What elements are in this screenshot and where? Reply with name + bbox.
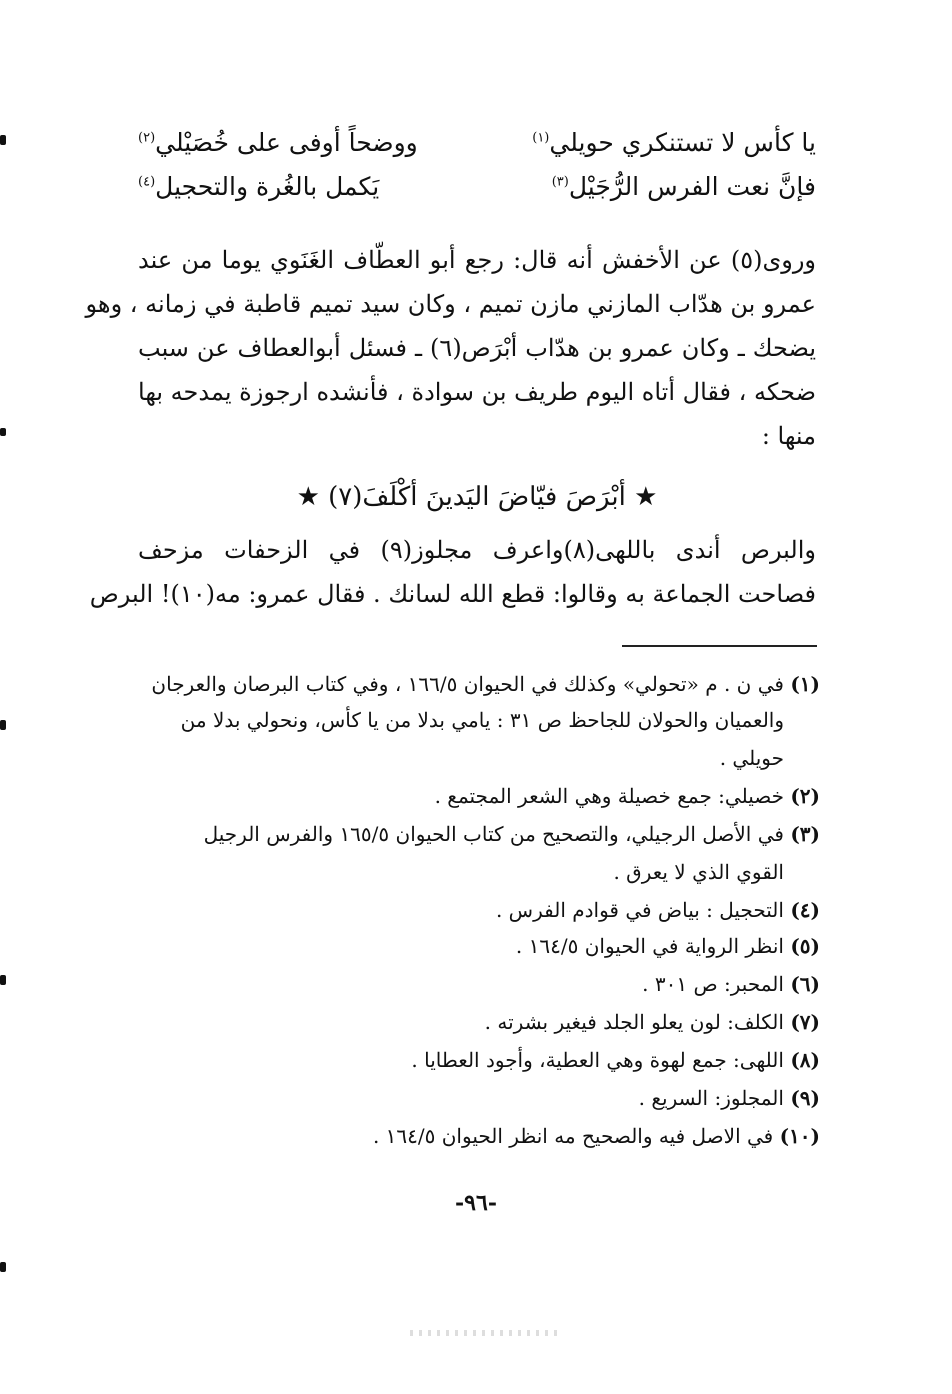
footnote-number: (١) (790, 672, 820, 696)
footnote (138, 1048, 820, 1072)
footnote-text: حويلي . (719, 746, 784, 770)
poem-line-2 (138, 172, 816, 201)
paragraph-line: يضحك ـ وكان عمرو بن هدّاب أبْرَص(٦) ـ فسئل أبوالعطاف عن سبب (138, 334, 817, 362)
footnote (138, 898, 820, 922)
footnote-number: (٣) (790, 822, 820, 846)
footnote-continuation (138, 860, 784, 884)
poem-hemistich: ووضحاً أوفى على خُصَيْلي$^{(٢)}$ (138, 128, 418, 157)
footnote-text: التحجيل : بياض في قوادم الفرس . (495, 898, 784, 922)
footnote-text: والعميان والحولان للجاحظ ص ٣١ : يامي بدلا من يا كأس، ونحولي بدلا من (180, 708, 784, 732)
footnote-number: (٧) (790, 1010, 820, 1034)
footnote-text: في الأصل الرجيلي، والتصحيح من كتاب الحيوان ١٦٥/٥ والفرس الرجيل (203, 822, 784, 846)
footnote-text: الكلف: لون يعلو الجلد فيغير بشرته . (484, 1010, 784, 1034)
poem-hemistich: يا كأس لا تستنكري حويلي$^{(١)}$ (532, 128, 816, 157)
footnote-text: خصيلي: جمع خصيلة وهي الشعر المجتمع . (434, 784, 784, 808)
footnote-text: انظر الرواية في الحيوان ١٦٤/٥ . (515, 934, 784, 958)
scan-noise (410, 1330, 560, 1336)
poem-line-1 (138, 128, 816, 157)
paragraph-line: فصاحت الجماعة به وقالوا: قطع الله لسانك . فقال عمرو: مه(١٠)! البرص (89, 580, 816, 608)
footnote-separator (622, 645, 817, 647)
footnote-number: (٢) (790, 784, 820, 808)
second-paragraph (89, 528, 816, 616)
footnote-number: (١٠) (779, 1124, 820, 1148)
paragraph-line: ضحكه ، فقال أتاه اليوم طريف بن سوادة ، فأنشده ارجوزة يمدحه بها (138, 378, 816, 406)
poem-hemistich: يَكمل بالغُرة والتحجيل$^{(٤)}$ (138, 172, 380, 201)
footnote-continuation (138, 746, 784, 770)
footnote (138, 1086, 820, 1110)
footnote (138, 672, 820, 696)
footnote (138, 934, 820, 958)
scan-edge-mark (0, 428, 6, 436)
footnote-text: اللهى: جمع لهوة وهي العطية، وأجود العطايا . (411, 1048, 784, 1072)
footnote (138, 784, 820, 808)
footnote-number: (٨) (790, 1048, 820, 1072)
paragraph-line: وروى(٥) عن الأخفش أنه قال: رجع أبو العطّاف الغَنَوي يوما من عند (138, 246, 816, 274)
footnote-number: (٦) (790, 972, 820, 996)
footnote (138, 972, 820, 996)
footnote-text: المحبر: ص ٣٠١ . (642, 972, 784, 996)
footnote (138, 1124, 820, 1148)
footnote-text: في ن . م «تحولي» وكذلك في الحيوان ١٦٦/٥ ، وفي كتاب البرصان والعرجان (151, 672, 784, 696)
scan-edge-mark (0, 135, 6, 145)
main-paragraph (85, 238, 817, 458)
scan-edge-mark (0, 720, 6, 730)
footnote (138, 822, 820, 846)
footnote (138, 1010, 820, 1034)
paragraph-line: عمرو بن هدّاب المازني مازن تميم ، وكان سيد تميم قاطبة في زمانه ، وهو (85, 290, 816, 318)
footnote-text: المجلوز: السريع . (638, 1086, 784, 1110)
paragraph-line: والبرص أندى باللهى(٨)واعرف مجلوز(٩) في الزحفات مزحف (138, 536, 816, 564)
paragraph-line: منها : (761, 422, 816, 450)
footnote-continuation (138, 708, 784, 732)
footnote-number: (٤) (790, 898, 820, 922)
page-number: -٩٦- (455, 1190, 497, 1216)
footnote-number: (٥) (790, 934, 820, 958)
footnote-text: القوي الذي لا يعرق . (613, 860, 784, 884)
scan-edge-mark (0, 975, 6, 985)
centered-verse: ★ أبْرَصَ فيّاضَ اليَدينَ أكْلَفَ(٧) ★ (296, 482, 658, 512)
scan-edge-mark (0, 1262, 6, 1272)
footnote-text: في الاصل فيه والصحيح مه انظر الحيوان ١٦٤/٥ . (372, 1124, 774, 1148)
footnote-number: (٩) (790, 1086, 820, 1110)
poem-hemistich: فإنَّ نعت الفرس الرُّجَيْل$^{(٣)}$ (551, 172, 816, 201)
